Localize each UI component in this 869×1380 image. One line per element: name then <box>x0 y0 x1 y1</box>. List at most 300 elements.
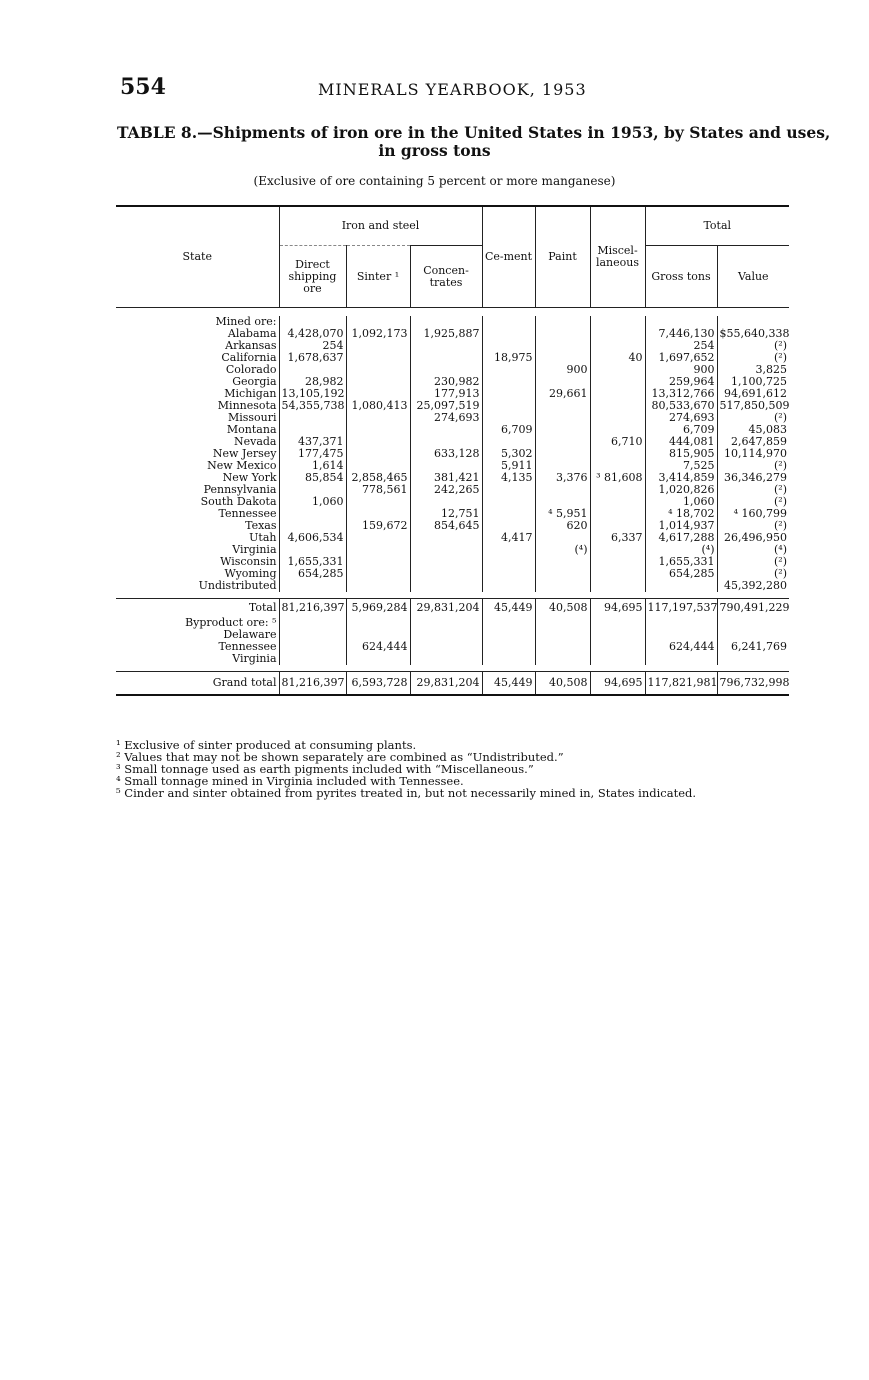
cell-sinter: 778,561 <box>346 484 410 496</box>
byproduct-misc <box>590 629 645 641</box>
header-sinter: Sinter ¹ <box>346 246 410 308</box>
header-cement: Ce-ment <box>482 206 535 308</box>
cell-cement <box>482 556 535 568</box>
cell-cement <box>482 496 535 508</box>
cell-misc: 40 <box>590 352 645 364</box>
header-direct-shipping: Direct shipping ore <box>279 246 346 308</box>
section-label-mined: Mined ore: <box>215 316 277 328</box>
state-name: Tennessee <box>218 508 277 520</box>
state-name: Alabama <box>227 328 277 340</box>
state-name: South Dakota <box>200 496 277 508</box>
cell-direct <box>279 364 346 376</box>
byproduct-cement <box>482 629 535 641</box>
table-row <box>116 448 789 460</box>
empty-cell <box>482 617 535 629</box>
cell-gross: 1,060 <box>645 496 717 508</box>
cell-value: ⁴ 160,799 <box>717 508 789 520</box>
cell-misc <box>590 520 645 532</box>
cell-direct <box>279 520 346 532</box>
grand-total-paint: 40,508 <box>535 672 590 696</box>
state-name: Texas <box>245 520 277 532</box>
footnote: ³ Small tonnage used as earth pigments included with “Miscellaneous.” <box>116 762 534 776</box>
footnote: ⁴ Small tonnage mined in Virginia included with Tennessee. <box>116 774 464 788</box>
cell-sinter <box>346 352 410 364</box>
cell-cement <box>482 436 535 448</box>
cell-conc: 230,982 <box>410 376 482 388</box>
state-name: Nevada <box>233 436 277 448</box>
cell-cement: 6,709 <box>482 424 535 436</box>
grand-total-gross: 117,821,981 <box>645 672 717 696</box>
state-name: Michigan <box>224 388 277 400</box>
cell-value: 94,691,612 <box>717 388 789 400</box>
cell-value: (²) <box>717 340 789 352</box>
cell-value: (²) <box>717 496 789 508</box>
table-title: TABLE 8.—Shipments of iron ore in the United States in 1953, by States and uses, <box>117 123 831 142</box>
cell-direct: 654,285 <box>279 568 346 580</box>
state-name: California <box>221 352 277 364</box>
cell-value: (²) <box>717 484 789 496</box>
header-gross-tons: Gross tons <box>645 246 717 308</box>
total-conc: 29,831,204 <box>410 599 482 618</box>
cell-misc <box>590 496 645 508</box>
table-row <box>116 388 789 400</box>
cell-sinter <box>346 388 410 400</box>
header-state: State <box>116 206 279 308</box>
header-paint: Paint <box>535 206 590 308</box>
cell-value: 1,100,725 <box>717 376 789 388</box>
cell-paint <box>535 496 590 508</box>
cell-conc <box>410 340 482 352</box>
footnote: ⁵ Cinder and sinter obtained from pyrites treated in, but not necessarily mined in, States indicated. <box>116 786 697 800</box>
cell-gross: 1,020,826 <box>645 484 717 496</box>
cell-misc <box>590 412 645 424</box>
cell-value: 517,850,509 <box>717 400 789 412</box>
cell-misc <box>590 544 645 556</box>
cell-conc <box>410 460 482 472</box>
total-row <box>116 599 789 618</box>
cell-misc <box>590 424 645 436</box>
grand-total-conc: 29,831,204 <box>410 672 482 696</box>
cell-gross <box>645 580 717 592</box>
cell-gross: 900 <box>645 364 717 376</box>
cell-conc: 381,421 <box>410 472 482 484</box>
state-name: Montana <box>226 424 277 436</box>
cell-misc <box>590 448 645 460</box>
cell-misc: ³ 81,608 <box>590 472 645 484</box>
cell-sinter: 1,080,413 <box>346 400 410 412</box>
total-value: 790,491,229 <box>717 599 789 618</box>
table-row <box>116 653 789 665</box>
cell-sinter <box>346 508 410 520</box>
total-direct: 81,216,397 <box>279 599 346 618</box>
footnote: ² Values that may not be shown separately are combined as “Undistributed.” <box>116 750 564 764</box>
cell-direct <box>279 580 346 592</box>
total-misc: 94,695 <box>590 599 645 618</box>
cell-direct: 177,475 <box>279 448 346 460</box>
state-name: Wisconsin <box>220 556 277 568</box>
empty-cell <box>645 617 717 629</box>
cell-paint <box>535 448 590 460</box>
cell-value: (²) <box>717 460 789 472</box>
grand-total-direct: 81,216,397 <box>279 672 346 696</box>
cell-gross: 1,655,331 <box>645 556 717 568</box>
cell-paint <box>535 484 590 496</box>
cell-conc: 1,925,887 <box>410 328 482 340</box>
table-row <box>116 544 789 556</box>
cell-conc <box>410 544 482 556</box>
cell-misc <box>590 556 645 568</box>
cell-direct: 4,606,534 <box>279 532 346 544</box>
table-subtitle: (Exclusive of ore containing 5 percent or more manganese) <box>253 174 616 188</box>
table-row <box>116 568 789 580</box>
cell-conc <box>410 436 482 448</box>
cell-paint <box>535 352 590 364</box>
byproduct-value: 6,241,769 <box>717 641 789 653</box>
cell-direct: 54,355,738 <box>279 400 346 412</box>
cell-cement <box>482 580 535 592</box>
state-name: Missouri <box>227 412 277 424</box>
grand-total-sinter: 6,593,728 <box>346 672 410 696</box>
byproduct-value <box>717 629 789 641</box>
cell-cement <box>482 400 535 412</box>
cell-paint <box>535 400 590 412</box>
table-row <box>116 472 789 484</box>
cell-conc: 633,128 <box>410 448 482 460</box>
cell-cement: 5,302 <box>482 448 535 460</box>
state-name: Arkansas <box>225 340 277 352</box>
table-row <box>116 400 789 412</box>
cell-misc <box>590 376 645 388</box>
empty-cell <box>346 617 410 629</box>
byproduct-conc <box>410 629 482 641</box>
cell-value: 26,496,950 <box>717 532 789 544</box>
cell-cement: 5,911 <box>482 460 535 472</box>
cell-paint: 900 <box>535 364 590 376</box>
cell-cement <box>482 568 535 580</box>
cell-paint: ⁴ 5,951 <box>535 508 590 520</box>
cell-misc <box>590 328 645 340</box>
table-body <box>116 308 789 696</box>
cell-misc <box>590 508 645 520</box>
cell-misc <box>590 400 645 412</box>
byproduct-gross <box>645 629 717 641</box>
state-name: New York <box>222 472 277 484</box>
byproduct-value <box>717 653 789 665</box>
cell-gross: 6,709 <box>645 424 717 436</box>
cell-value: 36,346,279 <box>717 472 789 484</box>
cell-conc: 854,645 <box>410 520 482 532</box>
cell-sinter <box>346 568 410 580</box>
header-iron-steel: Iron and steel <box>279 206 482 246</box>
table-row <box>116 364 789 376</box>
cell-conc: 274,693 <box>410 412 482 424</box>
state-name: Utah <box>249 532 277 544</box>
cell-cement <box>482 364 535 376</box>
cell-misc <box>590 580 645 592</box>
cell-sinter <box>346 340 410 352</box>
cell-gross: 1,697,652 <box>645 352 717 364</box>
cell-value: (²) <box>717 556 789 568</box>
cell-misc <box>590 364 645 376</box>
cell-gross: 80,533,670 <box>645 400 717 412</box>
grand-total-misc: 94,695 <box>590 672 645 696</box>
total-paint: 40,508 <box>535 599 590 618</box>
total-label: Total <box>116 599 279 618</box>
table-row <box>116 556 789 568</box>
cell-cement <box>482 544 535 556</box>
table-row <box>116 352 789 364</box>
table-row <box>116 520 789 532</box>
byproduct-misc <box>590 641 645 653</box>
cell-paint <box>535 532 590 544</box>
cell-sinter <box>346 424 410 436</box>
byproduct-misc <box>590 653 645 665</box>
cell-sinter <box>346 556 410 568</box>
cell-direct: 85,854 <box>279 472 346 484</box>
empty-cell <box>410 617 482 629</box>
cell-cement <box>482 412 535 424</box>
cell-direct: 4,428,070 <box>279 328 346 340</box>
section-row-mined <box>116 316 789 328</box>
cell-gross: 7,446,130 <box>645 328 717 340</box>
table-row <box>116 340 789 352</box>
byproduct-direct <box>279 653 346 665</box>
cell-value: 2,647,859 <box>717 436 789 448</box>
cell-misc <box>590 340 645 352</box>
grand-total-row <box>116 672 789 696</box>
cell-gross: 444,081 <box>645 436 717 448</box>
cell-gross: ⁴ 18,702 <box>645 508 717 520</box>
cell-sinter <box>346 460 410 472</box>
cell-direct: 28,982 <box>279 376 346 388</box>
cell-direct <box>279 544 346 556</box>
cell-value: (²) <box>717 520 789 532</box>
cell-value: (²) <box>717 412 789 424</box>
empty-cell <box>590 617 645 629</box>
cell-cement <box>482 388 535 400</box>
header-concentrates: Concen-trates <box>410 246 482 308</box>
cell-value: 3,825 <box>717 364 789 376</box>
cell-sinter <box>346 532 410 544</box>
byproduct-gross: 624,444 <box>645 641 717 653</box>
state-name: Wyoming <box>224 568 277 580</box>
total-sinter: 5,969,284 <box>346 599 410 618</box>
cell-conc: 25,097,519 <box>410 400 482 412</box>
table-row <box>116 641 789 653</box>
cell-conc <box>410 532 482 544</box>
byproduct-gross <box>645 653 717 665</box>
cell-misc: 6,337 <box>590 532 645 544</box>
cell-gross: (⁴) <box>645 544 717 556</box>
cell-paint <box>535 556 590 568</box>
cell-value: 45,392,280 <box>717 580 789 592</box>
cell-paint <box>535 376 590 388</box>
table-title-line2: in gross tons <box>378 141 491 160</box>
cell-conc: 177,913 <box>410 388 482 400</box>
cell-gross: 4,617,288 <box>645 532 717 544</box>
table-header <box>116 206 789 308</box>
cell-cement <box>482 340 535 352</box>
cell-direct <box>279 412 346 424</box>
cell-gross: 7,525 <box>645 460 717 472</box>
cell-misc <box>590 568 645 580</box>
table-row <box>116 580 789 592</box>
cell-cement: 18,975 <box>482 352 535 364</box>
empty-cell <box>717 617 789 629</box>
running-head: MINERALS YEARBOOK, 1953 <box>318 80 587 99</box>
cell-gross: 654,285 <box>645 568 717 580</box>
cell-conc <box>410 568 482 580</box>
cell-misc <box>590 460 645 472</box>
cell-paint: 620 <box>535 520 590 532</box>
table-row <box>116 629 789 641</box>
cell-sinter: 2,858,465 <box>346 472 410 484</box>
cell-cement <box>482 376 535 388</box>
cell-cement <box>482 484 535 496</box>
cell-sinter <box>346 544 410 556</box>
state-name: Colorado <box>225 364 277 376</box>
cell-gross: 254 <box>645 340 717 352</box>
cell-conc <box>410 364 482 376</box>
byproduct-sinter <box>346 629 410 641</box>
cell-paint <box>535 412 590 424</box>
cell-gross: 13,312,766 <box>645 388 717 400</box>
table-row <box>116 532 789 544</box>
byproduct-conc <box>410 653 482 665</box>
cell-gross: 3,414,859 <box>645 472 717 484</box>
cell-value: (⁴) <box>717 544 789 556</box>
page-number: 554 <box>120 74 166 100</box>
byproduct-sinter <box>346 653 410 665</box>
cell-conc <box>410 352 482 364</box>
cell-gross: 815,905 <box>645 448 717 460</box>
cell-misc <box>590 484 645 496</box>
empty-cell <box>535 617 590 629</box>
state-name: New Jersey <box>212 448 277 460</box>
table-row <box>116 436 789 448</box>
cell-value: (²) <box>717 568 789 580</box>
header-value: Value <box>717 246 789 308</box>
table-row <box>116 508 789 520</box>
cell-conc <box>410 496 482 508</box>
cell-value: 10,114,970 <box>717 448 789 460</box>
cell-direct <box>279 424 346 436</box>
table-row <box>116 496 789 508</box>
section-row-byproduct <box>116 617 789 629</box>
state-name: New Mexico <box>207 460 277 472</box>
cell-direct: 13,105,192 <box>279 388 346 400</box>
cell-direct <box>279 508 346 520</box>
table-row <box>116 328 789 340</box>
header-miscellaneous: Miscel-laneous <box>590 206 645 308</box>
cell-misc <box>590 388 645 400</box>
table-row <box>116 412 789 424</box>
table-row <box>116 484 789 496</box>
cell-direct: 1,060 <box>279 496 346 508</box>
grand-total-value: 796,732,998 <box>717 672 789 696</box>
cell-paint <box>535 340 590 352</box>
cell-value: (²) <box>717 352 789 364</box>
footnotes <box>116 739 816 799</box>
state-name: Virginia <box>232 544 277 556</box>
byproduct-state: Tennessee <box>218 641 277 653</box>
grand-total-cement: 45,449 <box>482 672 535 696</box>
cell-conc <box>410 424 482 436</box>
byproduct-paint <box>535 653 590 665</box>
cell-sinter: 159,672 <box>346 520 410 532</box>
cell-direct <box>279 484 346 496</box>
table-row <box>116 376 789 388</box>
cell-conc <box>410 580 482 592</box>
state-name: Georgia <box>232 376 277 388</box>
cell-value: $55,640,338 <box>717 328 789 340</box>
byproduct-cement <box>482 653 535 665</box>
byproduct-state: Delaware <box>223 629 277 641</box>
section-label-byproduct: Byproduct ore: ⁵ <box>185 617 277 629</box>
cell-paint <box>535 328 590 340</box>
cell-direct: 1,655,331 <box>279 556 346 568</box>
total-cement: 45,449 <box>482 599 535 618</box>
footnote: ¹ Exclusive of sinter produced at consuming plants. <box>116 738 417 752</box>
cell-sinter <box>346 364 410 376</box>
byproduct-paint <box>535 641 590 653</box>
table-row <box>116 424 789 436</box>
cell-cement <box>482 508 535 520</box>
header-total: Total <box>645 206 789 246</box>
cell-paint: 3,376 <box>535 472 590 484</box>
state-name: Minnesota <box>217 400 277 412</box>
cell-paint <box>535 568 590 580</box>
cell-direct: 437,371 <box>279 436 346 448</box>
byproduct-direct <box>279 641 346 653</box>
cell-conc: 242,265 <box>410 484 482 496</box>
cell-sinter <box>346 580 410 592</box>
grand-total-label: Grand total <box>116 672 279 696</box>
cell-paint <box>535 460 590 472</box>
byproduct-sinter: 624,444 <box>346 641 410 653</box>
byproduct-paint <box>535 629 590 641</box>
cell-misc: 6,710 <box>590 436 645 448</box>
byproduct-cement <box>482 641 535 653</box>
iron-ore-shipments-table <box>116 205 789 696</box>
cell-paint <box>535 580 590 592</box>
state-name: Undistributed <box>198 580 277 592</box>
cell-paint <box>535 436 590 448</box>
cell-paint: 29,661 <box>535 388 590 400</box>
cell-cement <box>482 520 535 532</box>
byproduct-conc <box>410 641 482 653</box>
cell-gross: 1,014,937 <box>645 520 717 532</box>
cell-sinter <box>346 448 410 460</box>
table-row <box>116 460 789 472</box>
cell-sinter <box>346 436 410 448</box>
cell-conc: 12,751 <box>410 508 482 520</box>
cell-sinter: 1,092,173 <box>346 328 410 340</box>
cell-paint: (⁴) <box>535 544 590 556</box>
cell-cement: 4,135 <box>482 472 535 484</box>
cell-paint <box>535 424 590 436</box>
cell-gross: 274,693 <box>645 412 717 424</box>
cell-direct: 1,678,637 <box>279 352 346 364</box>
cell-sinter <box>346 376 410 388</box>
cell-value: 45,083 <box>717 424 789 436</box>
byproduct-direct <box>279 629 346 641</box>
byproduct-state: Virginia <box>232 653 277 665</box>
state-name: Pennsylvania <box>203 484 277 496</box>
cell-sinter <box>346 496 410 508</box>
total-gross: 117,197,537 <box>645 599 717 618</box>
cell-gross: 259,964 <box>645 376 717 388</box>
